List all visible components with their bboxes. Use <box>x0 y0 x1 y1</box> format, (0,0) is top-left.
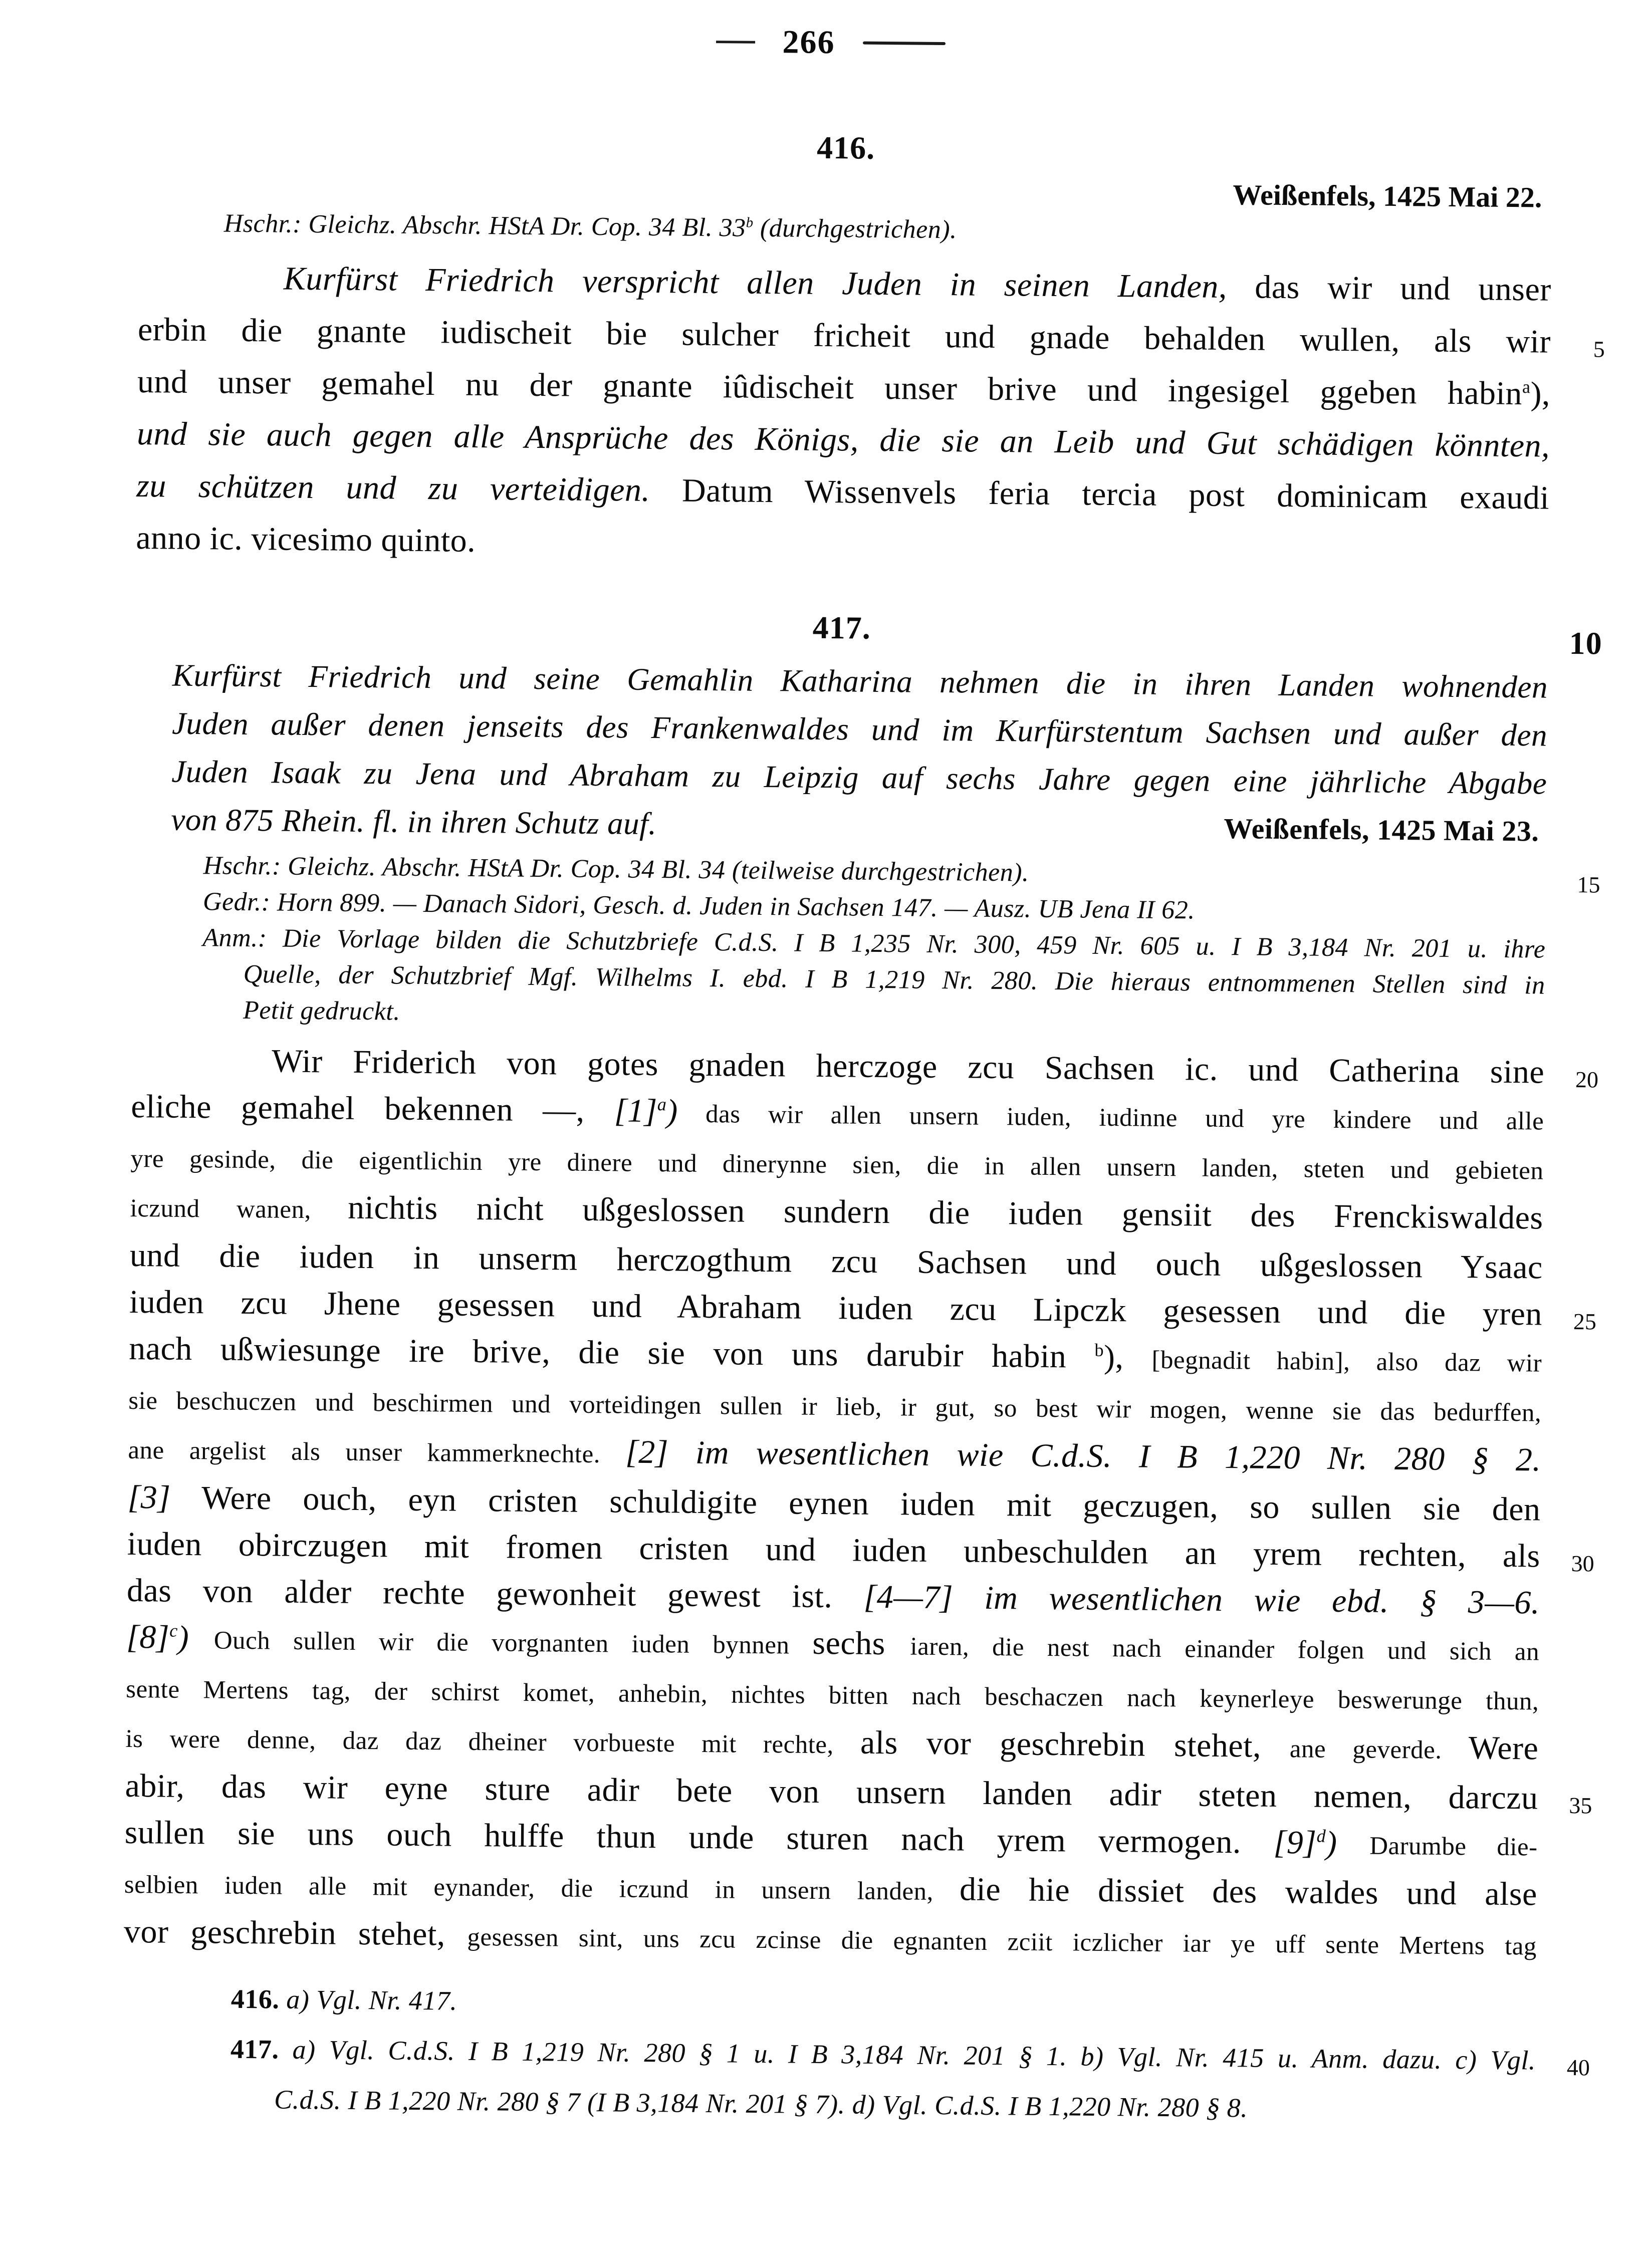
text-segment: b <box>746 215 754 231</box>
text-segment: Kurfürst Friedrich verspricht allen Juden in seinen Landen, <box>283 260 1228 305</box>
text-segment: Hschr.: Gleichz. Abschr. HStA Dr. Cop. 34 Bl. 33 <box>223 209 746 242</box>
text-segment: [begnadit habin], also daz wir <box>1151 1346 1542 1378</box>
text-segment: als vor geschrebin stehet, <box>860 1724 1290 1765</box>
text-segment: sullen sie uns ouch hulffe thun unde sturen nach yrem vermogen. <box>124 1814 1274 1861</box>
text-line <box>230 2074 1536 2136</box>
entry-416-heading: 416. <box>816 129 875 166</box>
text-segment: und unser gemahel nu der gnante iûdischeit unser brive und ingesigel ggeben habin <box>137 363 1523 412</box>
text-segment: [4—7] im wesentlichen wie ebd. § 3—6. <box>863 1578 1540 1621</box>
text-segment: [8] <box>126 1618 170 1656</box>
text-segment: das von alder rechte gewonheit gewest ist. <box>126 1572 864 1615</box>
text-segment: a <box>657 1094 667 1115</box>
text-segment: anno ic. vicesimo quinto. <box>136 520 476 559</box>
text-segment: iuden zcu Jhene gesessen und Abraham iuden zcu Lipczk gesessen und die yren <box>129 1283 1543 1333</box>
text-segment: a <box>1522 377 1531 397</box>
text-segment: Datum Wissenvels feria tercia post dominicam exaudi <box>650 471 1550 517</box>
right-dash-rule <box>863 42 946 45</box>
text-segment: a) Vgl. C.d.S. I B 1,219 Nr. 280 § 1 u. I B 3,184 Nr. 201 § 1. b) Vgl. Nr. 415 u. Anm. dazu. c) Vgl. <box>279 2034 1536 2076</box>
text-segment: von 875 Rhein. fl. in ihren Schutz auf. <box>171 802 657 842</box>
text-segment: [2] im wesentlichen wie C.d.S. I B 1,220 Nr. 280 § 2. <box>625 1433 1541 1478</box>
margin-line-number: 20 <box>1575 1067 1599 1093</box>
text-segment: und die iuden in unserm herczogthum zcu Sachsen und ouch ußgeslossen Ysaac <box>129 1236 1543 1286</box>
text-segment: b <box>1094 1340 1104 1360</box>
text-segment: C.d.S. I B 1,220 Nr. 280 § 7 (I B 3,184 Nr. 201 § 7). d) Vgl. C.d.S. I B 1,220 Nr. 280 § 8. <box>274 2084 1248 2123</box>
margin-line-number: 10 <box>1569 625 1602 661</box>
page-number: 266 <box>782 24 835 61</box>
text-segment: yre gesinde, die eigentlichin yre dinere und dinerynne sien, die in allen unsern landen, steten und gebieten <box>130 1144 1544 1185</box>
text-segment: nach ußwiesunge ire brive, die sie von uns darubir habin <box>128 1330 1095 1375</box>
text-segment: Juden außer denen jenseits des Frankenwaldes und im Kurfürstentum Sachsen und außer den <box>171 705 1548 753</box>
text-segment: ) <box>666 1093 678 1130</box>
text-segment: iczund wanen, <box>130 1194 348 1224</box>
text-segment: d <box>1316 1826 1326 1846</box>
text-segment: iuden obirczugen mit fromen cristen und iuden unbeschulden an yrem rechten, als <box>127 1525 1541 1575</box>
text-segment: ) <box>177 1619 214 1656</box>
entry-416-text <box>136 251 1605 577</box>
text-segment: nichtis nicht ußgeslossen sundern die iuden gensiit des Frenckiswaldes <box>347 1189 1543 1236</box>
text-segment: a) Vgl. Nr. 417. <box>279 1984 457 2016</box>
text-segment: und sie auch gegen alle Ansprüche des Königs, die sie an Leib und Gut schädigen könnten, <box>136 415 1550 464</box>
text-segment: Ouch sullen wir die vorgnanten iuden bynnen <box>213 1626 813 1660</box>
footnotes <box>230 1974 1590 2136</box>
text-segment: [9] <box>1273 1824 1317 1861</box>
text-segment: ), <box>1103 1338 1152 1376</box>
text-segment: 416. <box>230 1983 280 2014</box>
text-segment: zu schützen und zu verteidigen. <box>136 467 650 509</box>
text-segment: sechs <box>812 1624 910 1662</box>
margin-line-number: 35 <box>1569 1793 1592 1819</box>
margin-line-number: 30 <box>1571 1551 1594 1577</box>
text-segment: vor geschrebin stehet, <box>123 1913 467 1953</box>
text-segment: erbin die gnante iudischeit bie sulcher fricheit und gnade behalden wullen, als wir <box>137 311 1551 360</box>
text-segment: sie beschuczen und beschirmen und vorteidingen sullen ir lieb, ir gut, so best wir mogen, wenne sie das bedurffen, <box>128 1386 1542 1427</box>
entry-417-apparatus <box>202 848 1600 1040</box>
text-segment: Darumbe die- <box>1369 1832 1538 1862</box>
text-segment: 417. <box>230 2034 279 2065</box>
margin-line-number: 40 <box>1566 2055 1590 2081</box>
margin-line-number: 25 <box>1573 1309 1597 1335</box>
text-segment: Anm.: Die Vorlage bilden die Schutzbriefe C.d.S. I B 1,235 Nr. 300, 459 Nr. 605 u. I B 3,184 Nr. 201 u. ihre <box>202 923 1546 964</box>
text-segment: Juden Isaak zu Jena und Abraham zu Leipzig auf sechs Jahre gegen eine jährliche Abgabe <box>171 753 1547 801</box>
text-segment: abir, das wir eyne sture adir bete von unsern landen adir steten nemen, darczu <box>125 1767 1538 1817</box>
left-dash-rule <box>716 41 755 44</box>
text-segment: selbien iuden alle mit eynander, die iczund in unsern landen, <box>124 1870 960 1906</box>
text-segment: iaren, die nest nach einander folgen und sich an <box>910 1632 1540 1666</box>
page-number-row <box>8 16 1646 70</box>
text-segment: Were <box>1468 1729 1539 1767</box>
entry-416-source-note <box>224 208 1552 251</box>
text-segment: das wir und unser <box>1227 268 1552 308</box>
text-segment: Hschr.: Gleichz. Abschr. HStA Dr. Cop. 34 Bl. 34 (teilweise durchgestrichen). <box>203 851 1029 887</box>
text-segment: das wir allen unsern iuden, iudinne und yre kindere und alle <box>677 1100 1544 1136</box>
entry-416-dateline: Weißenfels, 1425 Mai 22. <box>1233 178 1542 214</box>
text-segment: eliche gemahel bekennen —, <box>131 1088 615 1129</box>
text-column <box>122 122 1605 2135</box>
entry-417-heading-number: 417. <box>812 609 871 646</box>
margin-line-number: 15 <box>1577 872 1600 898</box>
text-segment: Petit gedruckt. <box>243 995 401 1026</box>
text-segment: [3] <box>127 1478 171 1516</box>
text-segment: ), <box>1530 375 1551 412</box>
text-segment: Gedr.: Horn 899. — Danach Sidori, Gesch. d. Juden in Sachsen 147. — Ausz. UB Jena II 62. <box>202 887 1196 925</box>
text-segment: ane argelist als unser kammerknechte. <box>128 1436 626 1469</box>
entry-417-dateline: Weißenfels, 1425 Mai 23. <box>1224 812 1539 848</box>
text-line <box>224 208 1552 251</box>
text-segment: Kurfürst Friedrich und seine Gemahlin Katharina nehmen die in ihren Landen wohnenden <box>172 657 1548 705</box>
text-segment: ) <box>1325 1824 1370 1862</box>
text-segment: sente Mertens tag, der schirst komet, anhebin, nichtes bitten nach beschaczen nach keynerleye beswerunge thun, <box>126 1675 1539 1716</box>
text-segment: Wir Friderich von gotes gnaden herczoge zcu Sachsen ic. und Catherina sine <box>271 1043 1545 1091</box>
margin-line-number: 5 <box>1593 336 1605 362</box>
entry-417-regest <box>171 651 1548 856</box>
text-segment: is were denne, daz daz dheiner vorbueste mit rechte, <box>125 1724 861 1759</box>
text-segment: Quelle, der Schutzbrief Mgf. Wilhelms I. ebd. I B 1,219 Nr. 280. Die hieraus entnommenen Stellen sind in <box>243 959 1545 1000</box>
entry-417-heading <box>135 602 1602 661</box>
text-segment: (durchgestrichen). <box>753 213 957 244</box>
text-segment: die hie dissiet des waldes und alse <box>959 1871 1538 1913</box>
text-segment: Were ouch, eyn cristen schuldigite eynen iuden mit geczugen, so sullen sie den <box>170 1479 1541 1528</box>
entry-417-text <box>123 1037 1599 1970</box>
text-segment: [1] <box>614 1092 658 1130</box>
text-segment: c <box>169 1620 178 1641</box>
text-segment: ane geverde. <box>1289 1735 1469 1765</box>
text-segment: gesessen sint, uns zcu zcinse die egnanten zciit iczlicher iar ye uff sente Mertens tag <box>467 1923 1537 1961</box>
